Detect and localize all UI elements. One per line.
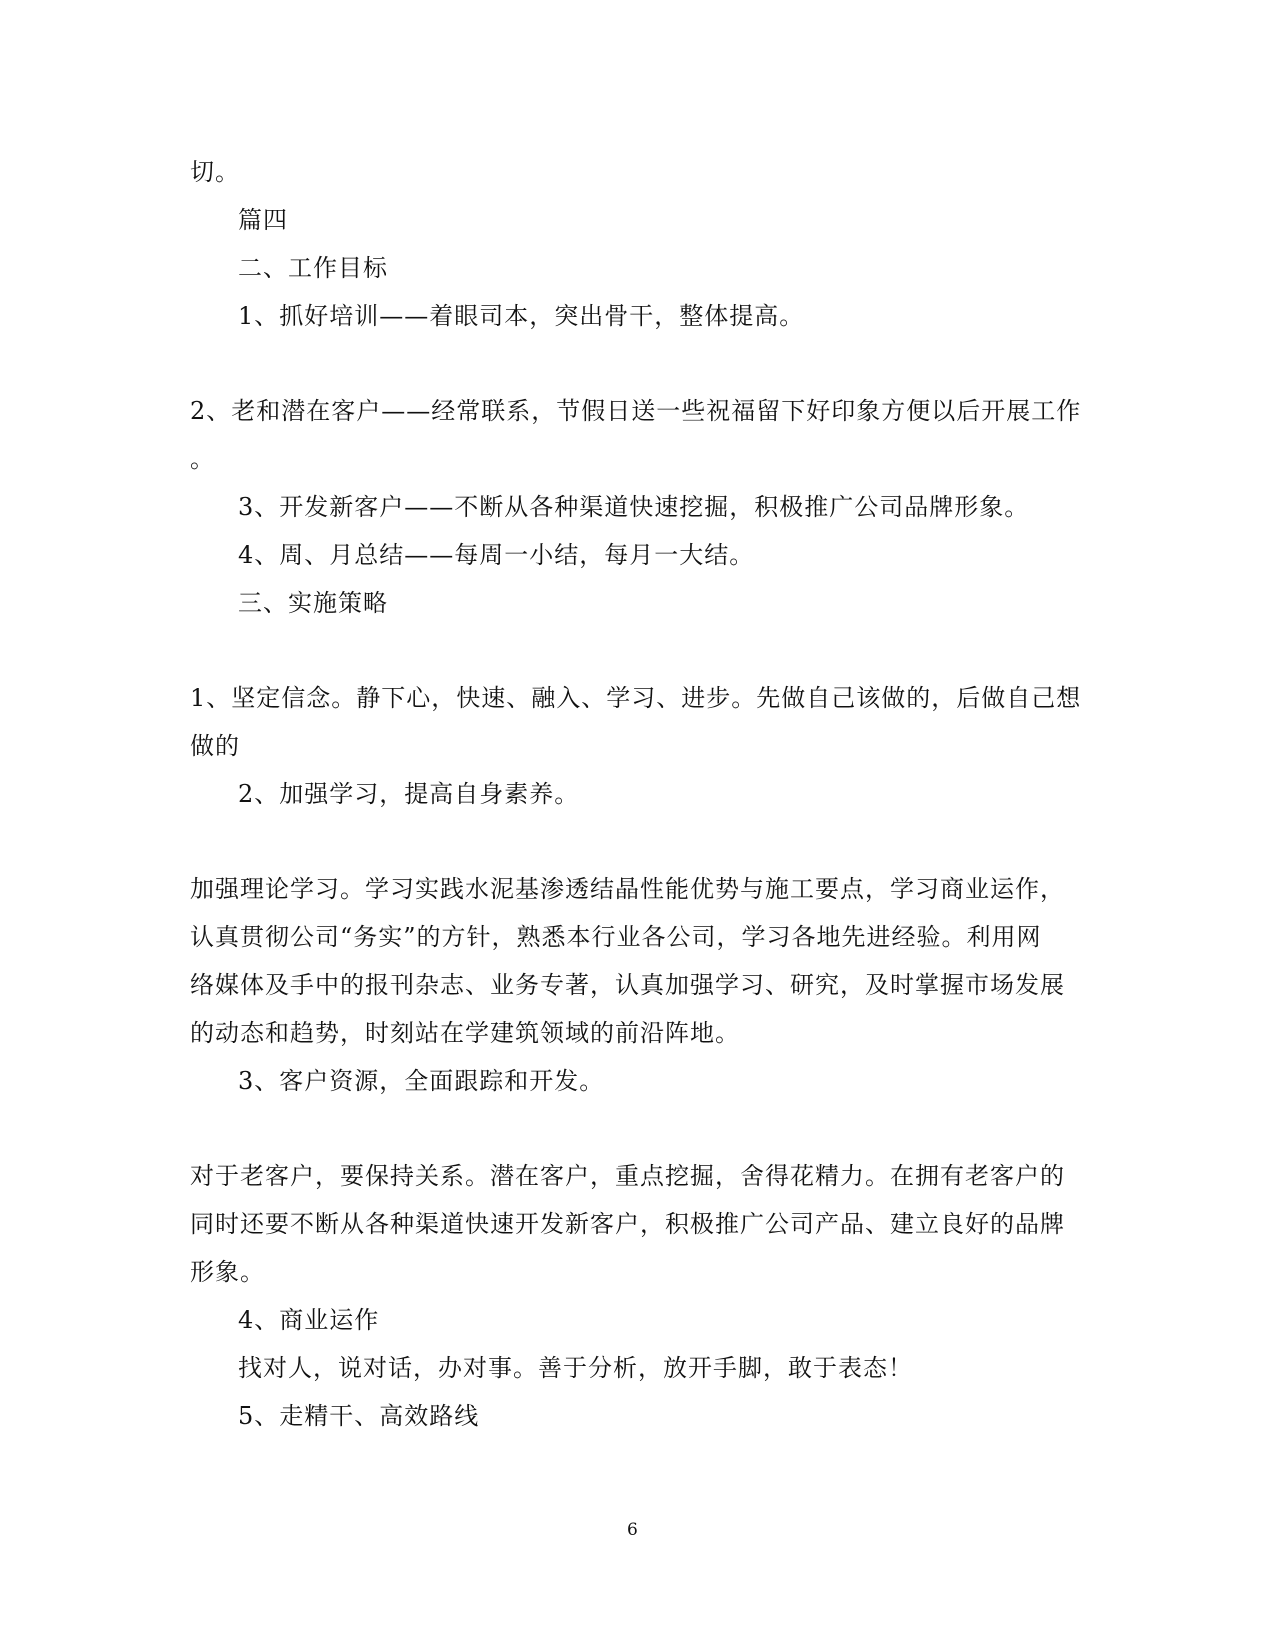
text-line: 认真贯彻公司“务实”的方针，熟悉本行业各公司，学习各地先进经验。利用网 xyxy=(190,923,1042,951)
text-line: 对于老客户，要保持关系。潜在客户，重点挖掘，舍得花精力。在拥有老客户的 xyxy=(190,1162,1065,1190)
list-item: 1、坚定信念。静下心，快速、融入、学习、进步。先做自己该做的，后做自己想 xyxy=(190,684,1082,712)
list-item: 4、周、月总结——每周一小结，每月一大结。 xyxy=(238,541,755,569)
text-line: 找对人，说对话，办对事。善于分析，放开手脚，敢于表态！ xyxy=(238,1354,913,1382)
text-line: 加强理论学习。学习实践水泥基渗透结晶性能优势与施工要点，学习商业运作， xyxy=(190,875,1065,903)
text-line: 。 xyxy=(190,445,215,473)
list-item: 4、商业运作 xyxy=(238,1306,380,1334)
text-line: 同时还要不断从各种渠道快速开发新客户，积极推广公司产品、建立良好的品牌 xyxy=(190,1210,1065,1238)
list-item: 5、走精干、高效路线 xyxy=(238,1402,480,1430)
list-item: 3、开发新客户——不断从各种渠道快速挖掘，积极推广公司品牌形象。 xyxy=(238,493,1030,521)
list-item: 3、客户资源，全面跟踪和开发。 xyxy=(238,1067,605,1095)
text-line: 络媒体及手中的报刊杂志、业务专著，认真加强学习、研究，及时掌握市场发展 xyxy=(190,971,1065,999)
text-line: 的动态和趋势，时刻站在学建筑领域的前沿阵地。 xyxy=(190,1019,740,1047)
section-heading: 篇四 xyxy=(238,206,288,234)
section-heading: 三、实施策略 xyxy=(238,589,388,617)
page-number: 6 xyxy=(627,1520,638,1540)
text-line: 做的 xyxy=(190,732,240,760)
text-line: 形象。 xyxy=(190,1258,265,1286)
list-item: 2、加强学习，提高自身素养。 xyxy=(238,780,580,808)
list-item: 2、老和潜在客户——经常联系，节假日送一些祝福留下好印象方便以后开展工作 xyxy=(190,397,1082,425)
text-line: 切。 xyxy=(190,158,240,186)
list-item: 1、抓好培训——着眼司本，突出骨干，整体提高。 xyxy=(238,302,805,330)
section-heading: 二、工作目标 xyxy=(238,254,388,282)
